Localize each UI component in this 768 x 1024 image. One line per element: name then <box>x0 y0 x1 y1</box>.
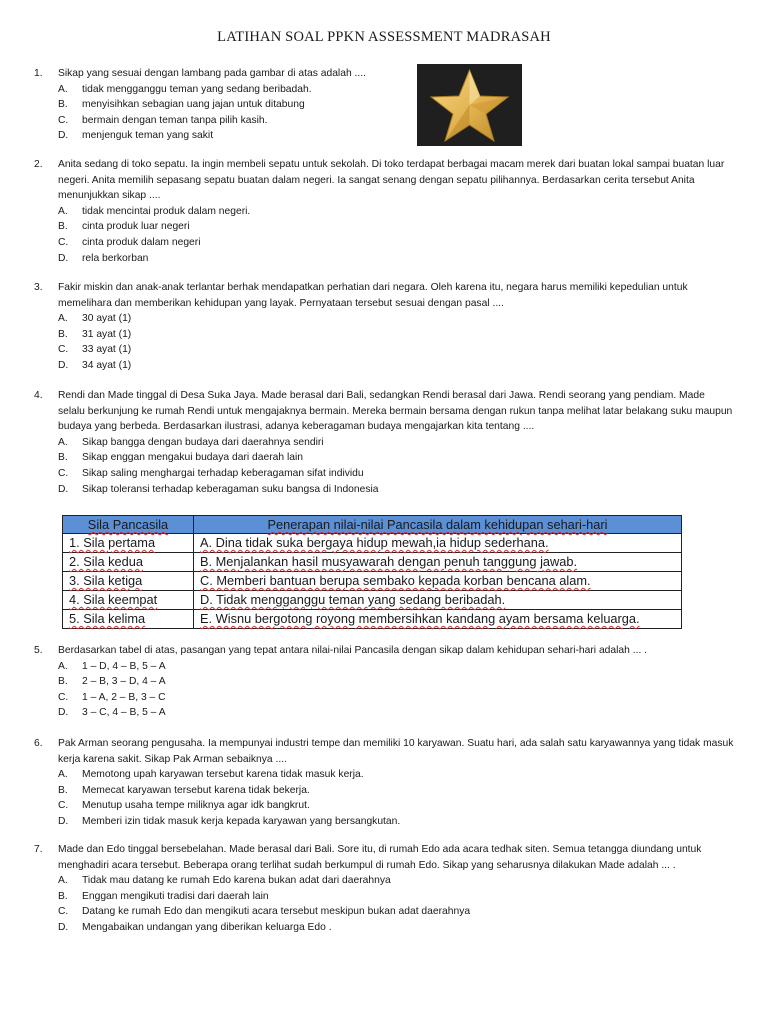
option-letter: A. <box>58 769 68 781</box>
option-c <box>58 342 734 358</box>
option-letter: B. <box>58 221 68 233</box>
star-emblem-image <box>417 64 522 146</box>
option-letter: A. <box>58 436 68 448</box>
option-text: menjenguk teman yang sakit <box>82 130 214 142</box>
option-letter: B. <box>58 328 68 340</box>
option-letter: D. <box>58 921 69 933</box>
question-text: Anita sedang di toko sepatu. Ia ingin membeli sepatu untuk sekolah. Di toko terdapat berbagai macam merek dari buatan lokal sampai buatan luar negeri. Anita memilih sepasang sepatu buatan dalam negeri. Ia sangat senang dengan sepatu pilihannya. Berdasarkan cerita tersebut Anita menunjukkan sikap .... <box>58 159 725 202</box>
question-number: 1. <box>34 68 43 79</box>
table-header-row <box>63 516 682 534</box>
table-row <box>63 610 682 629</box>
option-letter: A. <box>58 83 68 95</box>
option-text: cinta produk luar negeri <box>82 221 190 233</box>
option-b <box>58 783 734 799</box>
option-text: menyisihkan sebagian uang jajan untuk ditabung <box>82 99 305 111</box>
option-text: bermain dengan teman tanpa pilih kasih. <box>82 114 268 126</box>
option-c <box>58 690 734 706</box>
table-row <box>63 591 682 610</box>
option-text: 1 – A, 2 – B, 3 – C <box>82 691 166 703</box>
table-cell: A. Dina tidak suka bergaya hidup mewah,ia hidup sederhana. <box>194 534 682 553</box>
question-6 <box>34 736 734 830</box>
option-text: Menutup usaha tempe miliknya agar idk bangkrut. <box>82 800 310 812</box>
option-a <box>58 82 404 98</box>
question-number: 2. <box>34 159 43 170</box>
option-text: Memberi izin tidak masuk kerja kepada karyawan yang bersangkutan. <box>82 815 401 827</box>
option-d <box>58 482 734 498</box>
option-d <box>58 920 734 936</box>
option-text: 2 – B, 3 – D, 4 – A <box>82 676 166 688</box>
question-5 <box>34 643 734 721</box>
table-cell: 3. Sila ketiga <box>63 572 194 591</box>
option-a <box>58 311 734 327</box>
option-text: 30 ayat (1) <box>82 313 132 325</box>
option-a <box>58 435 734 451</box>
option-c <box>58 113 404 129</box>
option-letter: C. <box>58 467 69 479</box>
table-row <box>63 553 682 572</box>
option-text: Mengabaikan undangan yang diberikan keluarga Edo . <box>82 921 332 933</box>
option-letter: D. <box>58 359 69 371</box>
option-text: rela berkorban <box>82 252 149 264</box>
question-number: 5. <box>34 645 43 656</box>
option-text: tidak mengganggu teman yang sedang beribadah. <box>82 83 312 95</box>
option-d <box>58 128 404 144</box>
option-letter: C. <box>58 800 69 812</box>
option-d <box>58 358 734 374</box>
option-letter: C. <box>58 691 69 703</box>
option-b <box>58 219 734 235</box>
table-cell: D. Tidak mengganggu teman yang sedang beribadah. <box>194 591 682 610</box>
question-text: Berdasarkan tabel di atas, pasangan yang tepat antara nilai-nilai Pancasila dengan sikap dalam kehidupan sehari-hari adalah ... . <box>58 645 648 656</box>
question-text: Rendi dan Made tinggal di Desa Suka Jaya. Made berasal dari Bali, sedangkan Rendi berasal dari Jawa. Rendi seorang yang pendiam. Made selalu berkunjung ke rumah Rendi untuk mengajaknya bermain. Mereka bermain bersama dengan rukun tanpa melihat latar belakang suku maupun budaya yang berbeda. Berdasarkan ilustrasi, adanya keberagaman budaya mengajarkan kita tentang .... <box>58 390 733 433</box>
option-letter: A. <box>58 205 68 217</box>
question-number: 6. <box>34 738 43 749</box>
table-cell: E. Wisnu bergotong royong membersihkan kandang ayam bersama keluarga. <box>194 610 682 629</box>
option-text: Sikap enggan mengakui budaya dari daerah lain <box>82 452 303 464</box>
option-c <box>58 466 734 482</box>
option-letter: D. <box>58 252 69 264</box>
option-text: Enggan mengikuti tradisi dari daerah lain <box>82 890 269 902</box>
option-text: Sikap toleransi terhadap keberagaman suku bangsa di Indonesia <box>82 483 379 495</box>
option-letter: B. <box>58 99 68 111</box>
question-text: Pak Arman seorang pengusaha. Ia mempunyai industri tempe dan memiliki 10 karyawan. Suatu hari, ada salah satu karyawannya yang tidak masuk kerja karena sakit. Sikap Pak Arman sebaiknya .... <box>58 738 734 765</box>
page-title: LATIHAN SOAL PPKN ASSESSMENT MADRASAH <box>217 29 551 45</box>
question-number: 4. <box>34 390 43 401</box>
option-d <box>58 251 734 267</box>
option-text: cinta produk dalam negeri <box>82 236 201 248</box>
option-c <box>58 798 734 814</box>
option-text: Sikap saling menghargai terhadap keberagaman sifat individu <box>82 467 364 479</box>
table-row <box>63 534 682 553</box>
option-c <box>58 904 734 920</box>
option-text: 1 – D, 4 – B, 5 – A <box>82 660 166 672</box>
option-b <box>58 97 404 113</box>
question-text: Sikap yang sesuai dengan lambang pada gambar di atas adalah .... <box>58 68 366 79</box>
option-letter: D. <box>58 483 69 495</box>
table-header: Penerapan nilai-nilai Pancasila dalam kehidupan sehari-hari <box>194 516 682 534</box>
option-text: Sikap bangga dengan budaya dari daerahnya sendiri <box>82 436 324 448</box>
option-letter: D. <box>58 707 69 719</box>
option-letter: B. <box>58 452 68 464</box>
pancasila-table <box>62 515 682 629</box>
option-text: 31 ayat (1) <box>82 328 132 340</box>
option-letter: A. <box>58 660 68 672</box>
option-text: 34 ayat (1) <box>82 359 132 371</box>
question-text: Fakir miskin dan anak-anak terlantar berhak mendapatkan perhatian dari negara. Oleh karena itu, negara harus memiliki kepedulian untuk memelihara dan memberikan kehidupan yang layak. Pernyataan tersebut sesuai dengan pasal .... <box>58 282 688 309</box>
table-cell: 5. Sila kelima <box>63 610 194 629</box>
question-number: 7. <box>34 844 43 855</box>
question-2 <box>34 157 734 266</box>
option-letter: C. <box>58 344 69 356</box>
star-icon <box>417 64 522 146</box>
option-letter: C. <box>58 114 69 126</box>
table-row <box>63 572 682 591</box>
option-text: Memotong upah karyawan tersebut karena tidak masuk kerja. <box>82 769 364 781</box>
option-letter: B. <box>58 890 68 902</box>
option-letter: A. <box>58 313 68 325</box>
option-text: 33 ayat (1) <box>82 344 132 356</box>
option-a <box>58 204 734 220</box>
option-text: 3 – C, 4 – B, 5 – A <box>82 707 166 719</box>
question-1 <box>34 66 404 144</box>
option-text: Memecat karyawan tersebut karena tidak bekerja. <box>82 784 310 796</box>
table-cell: 4. Sila keempat <box>63 591 194 610</box>
option-b <box>58 450 734 466</box>
question-4 <box>34 388 734 497</box>
table-cell: 2. Sila kedua <box>63 553 194 572</box>
question-text: Made dan Edo tinggal bersebelahan. Made berasal dari Bali. Sore itu, di rumah Edo ada acara tedhak siten. Semua tetangga diundang untuk menghadiri acara tersebut. Beberapa orang terlihat sudah berkumpul di rumah Edo. Sikap yang seharusnya dilakukan Made adalah ... . <box>58 844 702 871</box>
option-a <box>58 873 734 889</box>
option-d <box>58 814 734 830</box>
option-a <box>58 767 734 783</box>
question-3 <box>34 280 734 374</box>
option-b <box>58 674 734 690</box>
table-cell: B. Menjalankan hasil musyawarah dengan penuh tanggung jawab. <box>194 553 682 572</box>
question-number: 3. <box>34 282 43 293</box>
option-letter: A. <box>58 875 68 887</box>
option-letter: C. <box>58 906 69 918</box>
option-letter: D. <box>58 130 69 142</box>
option-text: tidak mencintai produk dalam negeri. <box>82 205 251 217</box>
option-text: Datang ke rumah Edo dan mengikuti acara tersebut meskipun bukan adat daerahnya <box>82 906 471 918</box>
option-letter: B. <box>58 676 68 688</box>
table-cell: 1. Sila pertama <box>63 534 194 553</box>
option-letter: C. <box>58 236 69 248</box>
option-text: Tidak mau datang ke rumah Edo karena bukan adat dari daerahnya <box>82 875 391 887</box>
table-header: Sila Pancasila <box>63 516 194 534</box>
option-letter: B. <box>58 784 68 796</box>
option-c <box>58 235 734 251</box>
option-a <box>58 659 734 675</box>
question-7 <box>34 842 734 936</box>
option-b <box>58 889 734 905</box>
option-b <box>58 327 734 343</box>
option-d <box>58 705 734 721</box>
option-letter: D. <box>58 815 69 827</box>
table-cell: C. Memberi bantuan berupa sembako kepada korban bencana alam. <box>194 572 682 591</box>
